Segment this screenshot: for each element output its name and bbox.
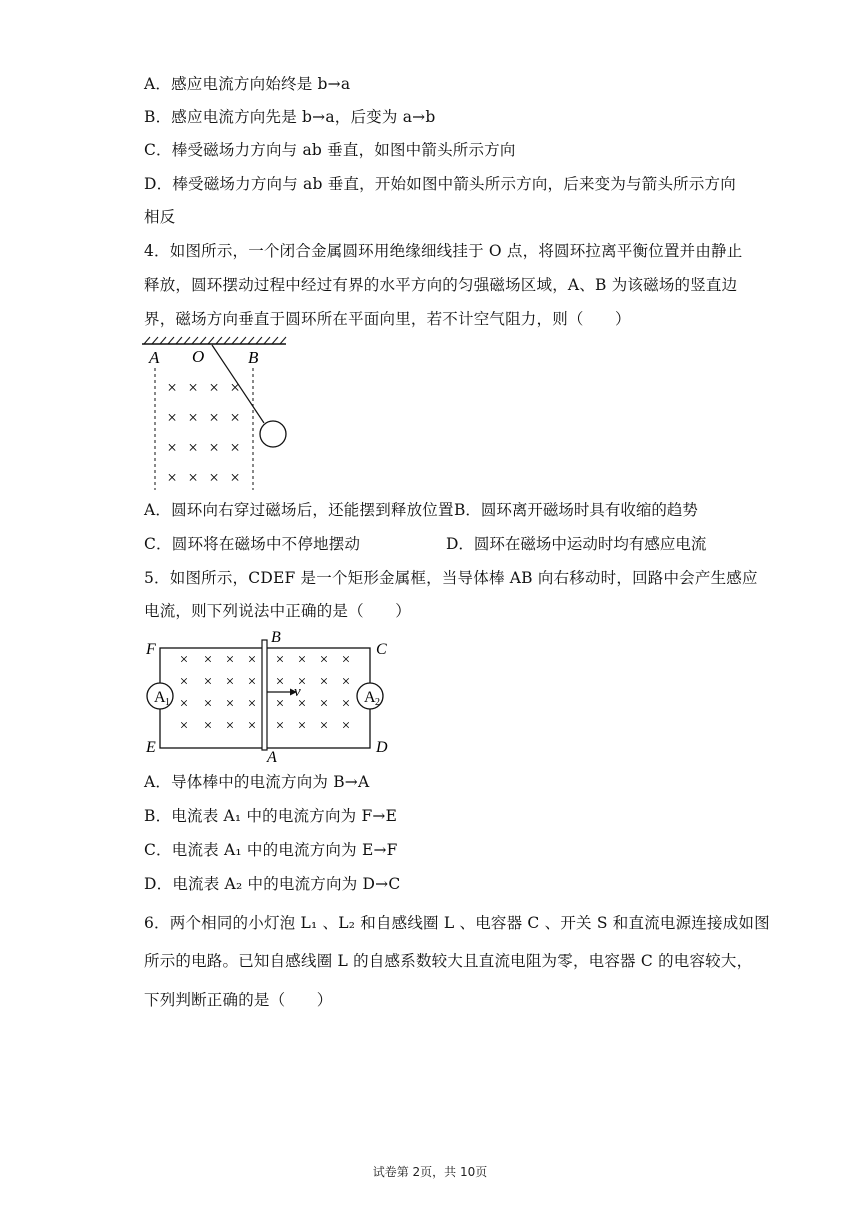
label-e: E [146,739,156,756]
q3-option-c[interactable]: C．棒受磁场力方向与 ab 垂直，如图中箭头所示方向 [144,141,516,159]
svg-text:×: × [203,652,213,668]
svg-text:×: × [297,718,307,734]
q3-option-d-continued: 相反 [144,208,176,226]
svg-text:×: × [319,674,329,690]
page-footer: 试卷第 2页，共 10页 [372,1165,488,1179]
svg-text:×: × [203,696,213,712]
conductor-rod-ab [262,640,267,750]
svg-text:×: × [247,718,257,734]
svg-text:×: × [179,674,189,690]
svg-text:×: × [203,674,213,690]
label-f: F [146,641,156,658]
svg-text:×: × [275,696,285,712]
svg-text:×: × [225,718,235,734]
q4-stem-line-1: 4．如图所示，一个闭合金属圆环用绝缘细线挂于 O 点，将圆环拉离平衡位置并由静止 [144,242,743,260]
svg-text:×: × [230,408,240,427]
q4-option-a[interactable]: A．圆环向右穿过磁场后，还能摆到释放位置 [144,501,454,519]
svg-text:2: 2 [375,697,380,708]
q6-stem-line-3: 下列判断正确的是（ ） [144,991,333,1009]
svg-text:×: × [179,652,189,668]
svg-text:×: × [167,408,177,427]
q4-stem-line-3: 界，磁场方向垂直于圆环所在平面向里，若不计空气阻力，则（ ） [144,310,631,328]
label-b: B [271,629,281,646]
svg-text:×: × [297,674,307,690]
q6-stem-line-2: 所示的电路。已知自感线圈 L 的自感系数较大且直流电阻为零，电容器 C 的电容较大， [144,952,753,970]
q3-option-b[interactable]: B．感应电流方向先是 b→a，后变为 a→b [144,108,436,126]
svg-text:×: × [230,438,240,457]
magnetic-field-crosses [167,378,240,487]
svg-text:×: × [209,378,219,397]
svg-text:×: × [225,696,235,712]
svg-text:×: × [275,674,285,690]
q5-stem-line-2: 电流，则下列说法中正确的是（ ） [144,602,411,620]
svg-text:×: × [275,718,285,734]
svg-text:×: × [341,674,351,690]
svg-text:×: × [341,696,351,712]
svg-text:×: × [225,652,235,668]
svg-text:×: × [319,718,329,734]
q4-option-c[interactable]: C．圆环将在磁场中不停地摆动 [144,535,361,553]
q3-option-d[interactable]: D．棒受磁场力方向与 ab 垂直，开始如图中箭头所示方向，后来变为与箭头所示方向 [144,175,736,193]
q5-option-c[interactable]: C．电流表 A₁ 中的电流方向为 E→F [144,841,398,859]
svg-text:×: × [188,438,198,457]
svg-text:×: × [319,652,329,668]
q4-stem-line-2: 释放，圆环摆动过程中经过有界的水平方向的匀强磁场区域，A、B 为该磁场的竖直边 [144,276,738,294]
svg-text:×: × [247,652,257,668]
svg-text:A: A [364,689,376,706]
q5-circuit-figure [140,628,400,766]
q5-option-b[interactable]: B．电流表 A₁ 中的电流方向为 F→E [144,807,398,825]
label-d: D [376,739,388,756]
svg-text:×: × [188,408,198,427]
q6-stem-line-1: 6．两个相同的小灯泡 L₁ 、L₂ 和自感线圈 L 、电容器 C 、开关 S 和直流电源连接成如图 [144,914,770,932]
svg-text:×: × [247,696,257,712]
q3-option-a[interactable]: A．感应电流方向始终是 b→a [144,75,351,93]
metal-ring [260,421,286,447]
label-o: O [192,347,205,366]
label-v: v [294,684,301,700]
svg-text:×: × [209,408,219,427]
svg-text:×: × [230,378,240,397]
svg-text:×: × [247,674,257,690]
svg-text:×: × [179,696,189,712]
q5-stem-line-1: 5．如图所示，CDEF 是一个矩形金属框，当导体棒 AB 向右移动时，回路中会产生感应 [144,569,758,587]
q4-option-b[interactable]: B．圆环离开磁场时具有收缩的趋势 [454,501,698,519]
svg-text:×: × [203,718,213,734]
svg-text:×: × [341,718,351,734]
label-c: C [376,641,387,658]
label-a: A [149,348,160,367]
svg-text:×: × [209,438,219,457]
label-b: B [248,348,259,367]
svg-text:×: × [225,674,235,690]
q4-pendulum-figure [140,336,300,494]
ceiling-hatching [144,337,286,344]
svg-text:×: × [297,652,307,668]
q5-option-d[interactable]: D．电流表 A₂ 中的电流方向为 D→C [144,875,401,893]
svg-text:×: × [188,378,198,397]
svg-text:×: × [341,652,351,668]
svg-text:×: × [275,652,285,668]
svg-text:×: × [167,378,177,397]
svg-text:×: × [167,468,177,487]
label-a: A [267,749,277,766]
svg-text:×: × [179,718,189,734]
svg-text:×: × [230,468,240,487]
svg-text:×: × [319,696,329,712]
q5-option-a[interactable]: A．导体棒中的电流方向为 B→A [144,773,370,791]
svg-text:×: × [209,468,219,487]
q4-option-d[interactable]: D．圆环在磁场中运动时均有感应电流 [446,535,707,553]
svg-text:×: × [188,468,198,487]
svg-text:×: × [297,696,307,712]
svg-text:1: 1 [165,697,170,708]
svg-text:×: × [167,438,177,457]
svg-text:A: A [154,689,166,706]
